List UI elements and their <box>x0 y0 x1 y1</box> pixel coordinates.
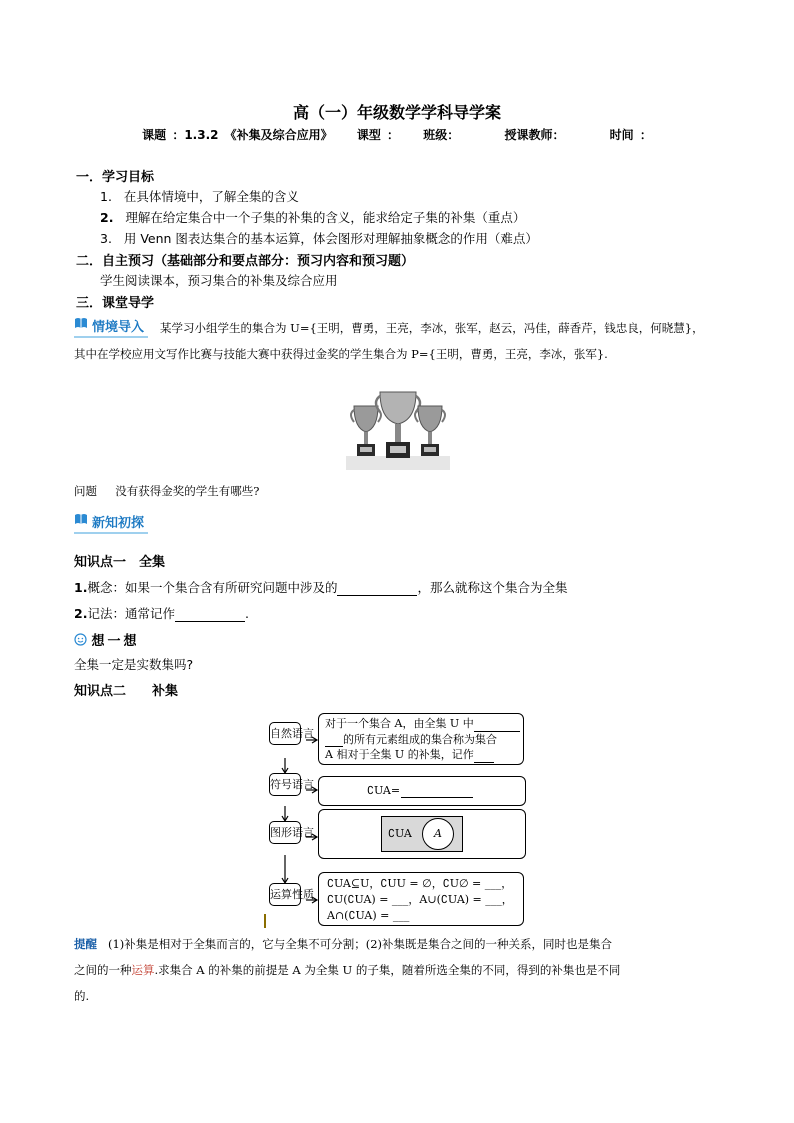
intro-badge <box>74 316 148 338</box>
intro-line1: 某学习小组学生的集合为 U={王明，曹勇，王亮，李冰，张军，赵云，冯佳，薛香芹，钱忠良，何晓慧}， <box>160 321 704 335</box>
universal-set-rect <box>381 816 463 852</box>
goals-heading: 一．学习目标 <box>76 170 155 185</box>
goal-num: 1. <box>100 189 112 204</box>
intro-badge-text: 情境导入 <box>92 320 145 335</box>
concept-text: 概念：如果一个集合含有所研究问题中涉及的 <box>87 580 338 595</box>
notation-end: . <box>244 606 249 621</box>
reminder-line1 <box>74 936 612 952</box>
goal-text: 在具体情境中，了解全集的含义 <box>123 189 299 204</box>
think-question: 全集一定是实数集吗? <box>74 657 194 672</box>
lesson-label: 课题 ：1.3.2 《补集及综合应用》 <box>142 128 333 142</box>
operations-box <box>318 872 524 926</box>
think-title: 想一想 <box>91 634 140 649</box>
ops-line3: A∩(∁UA) = ___ <box>327 909 410 922</box>
cursor-mark <box>264 914 266 928</box>
reminder-text2b: .求集合 A 的补集的前提是 A 为全集 U 的子集，随着所选全集的不同，得到的补集也是不同 <box>154 963 621 977</box>
graph-language-box <box>318 809 526 859</box>
reminder-line3: 的. <box>74 989 90 1003</box>
point1-heading: 知识点一 全集 <box>74 555 166 570</box>
preview-heading: 二．自主预习（基础部分和要点部分：预习内容和预习题） <box>76 254 415 269</box>
concept-num: 1. <box>74 580 88 595</box>
goal-item <box>100 187 299 205</box>
natural-language-label: 自然语言 <box>269 722 301 745</box>
graph-language-label: 图形语言 <box>269 821 301 844</box>
reminder-red-word: 运算 <box>131 963 155 977</box>
point1-concept <box>74 578 567 596</box>
intro-question <box>74 483 259 499</box>
preview-text: 学生阅读课本，预习集合的补集及综合应用 <box>100 273 338 288</box>
notation-num: 2. <box>74 606 88 621</box>
teacher-label: 授课教师： <box>504 128 565 142</box>
complement-label: ∁UA <box>388 827 412 840</box>
question-text: 没有获得金奖的学生有哪些? <box>115 484 260 498</box>
trophy-image <box>344 384 452 470</box>
ops-line1: ∁UA⊆U，∁UU = ∅，∁U∅ = ___， <box>327 877 513 890</box>
goal-num: 3. <box>100 231 112 246</box>
new-knowledge-text: 新知初探 <box>92 516 145 531</box>
reminder-label: 提醒 <box>74 937 97 951</box>
natural-line3: A 相对于全集 U 的补集，记作 <box>325 747 517 763</box>
intro-line2: 其中在学校应用文写作比赛与技能大赛中获得过金奖的学生集合为 P={王明，曹勇，王亮，李冰，张军}. <box>74 347 608 361</box>
ops-line2: ∁U(∁UA) = ___，A∪(∁UA) = ___， <box>327 893 513 906</box>
think-title-row <box>74 630 140 649</box>
symbol-language-label: 符号语言 <box>269 773 301 796</box>
concept-blank <box>337 595 417 596</box>
goal-num: 2. <box>100 210 114 225</box>
notation-blank <box>175 621 245 622</box>
guide-heading: 三．课堂导学 <box>76 296 155 311</box>
natural-line2: 的所有元素组成的集合称为集合 <box>325 732 517 748</box>
reminder-text2a: 之间的一种 <box>74 963 132 977</box>
reminder-text1: (1)补集是相对于全集而言的，它与全集不可分割；(2)补集既是集合之间的一种关系，同时也是集合 <box>107 937 613 951</box>
point2-heading: 知识点二 补集 <box>74 684 179 699</box>
time-label: 时间 ： <box>609 128 652 142</box>
question-label: 问题 <box>74 484 97 498</box>
natural-line1: 对于一个集合 A，由全集 U 中 <box>325 716 517 732</box>
goal-text: 理解在给定集合中一个子集的补集的含义，能求给定子集的补集（重点） <box>125 210 526 225</box>
complement-diagram <box>264 712 530 930</box>
set-a-circle: A <box>422 818 454 850</box>
reminder-line2 <box>74 962 620 978</box>
book-icon <box>74 513 88 526</box>
symbol-language-box <box>318 776 526 806</box>
lightbulb-icon <box>74 633 87 646</box>
symbol-text: ∁UA= <box>367 784 401 797</box>
natural-language-box <box>318 713 524 765</box>
symbol-blank <box>401 785 473 798</box>
type-label: 课型 ： <box>356 128 400 142</box>
book-icon <box>74 317 88 330</box>
page-title: 高（一）年级数学学科导学案 <box>292 103 501 122</box>
new-knowledge-badge <box>74 512 148 534</box>
notation-text: 记法：通常记作 <box>87 606 175 621</box>
class-label: 班级： <box>423 128 460 142</box>
goal-text: 用 Venn 图表达集合的基本运算，体会图形对理解抽象概念的作用（难点） <box>123 231 538 246</box>
goal-item <box>100 229 538 247</box>
concept-end: ，那么就称这个集合为全集 <box>417 580 568 595</box>
lesson-meta <box>0 126 794 143</box>
goal-item <box>100 208 525 226</box>
point1-notation <box>74 604 249 622</box>
operations-label: 运算性质 <box>269 883 301 906</box>
